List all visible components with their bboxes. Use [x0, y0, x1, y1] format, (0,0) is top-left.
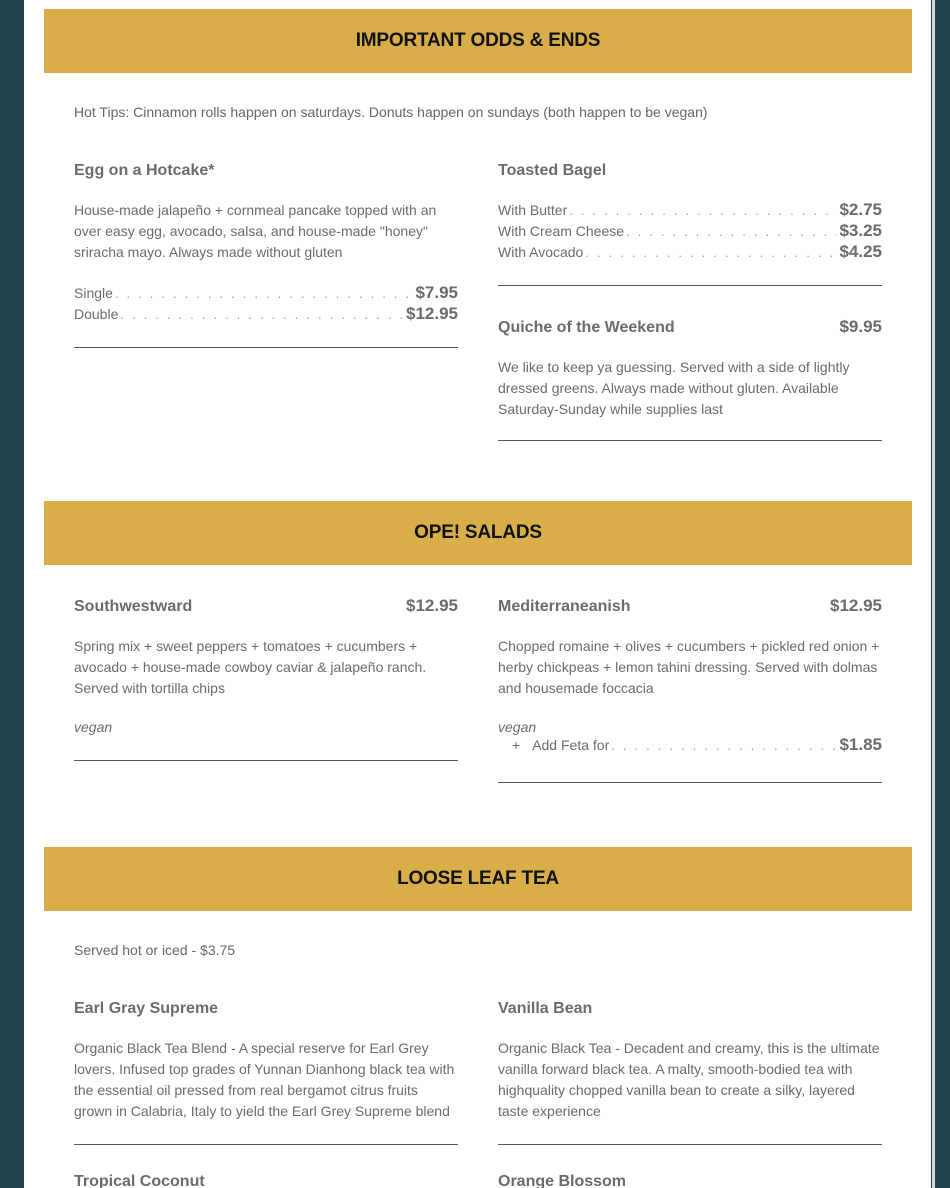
dot-leader	[611, 738, 837, 753]
option-price: $2.75	[839, 200, 882, 219]
price-options	[74, 283, 458, 325]
item-name: Egg on a Hotcake*	[74, 162, 215, 179]
menu-item-tropical-coconut	[74, 1173, 458, 1188]
item-name: Orange Blossom	[498, 1173, 627, 1188]
dot-leader	[626, 224, 837, 239]
item-name: Earl Gray Supreme	[74, 1000, 219, 1017]
menu-item-vanilla-bean	[498, 1000, 882, 1122]
divider	[74, 347, 458, 348]
price-option-row	[74, 304, 458, 325]
item-price: $9.95	[839, 317, 882, 336]
option-label: Double	[74, 306, 119, 322]
item-name: Mediterraneanish	[498, 598, 631, 615]
option-price: $7.95	[415, 283, 458, 302]
menu-item-egg-on-hotcake	[74, 162, 458, 325]
section-title: OPE! SALADS	[414, 522, 542, 543]
divider	[498, 285, 882, 286]
option-price: $12.95	[406, 304, 458, 323]
item-description: Organic Black Tea Blend - A special reserve for Earl Grey lovers. Infused top grades of Yunnan Dianhong black tea with the essential oil pressed from real bergamot citrus fruits grown in Calabria, Italy to yield the Earl Grey Supreme blend	[74, 1040, 455, 1119]
divider	[498, 1144, 882, 1145]
item-name: Vanilla Bean	[498, 1000, 593, 1017]
item-description: We like to keep ya guessing. Served with a side of lightly dressed greens. Always made without gluten. Available Saturday-Sunday while supplies last	[498, 359, 850, 417]
section-title: LOOSE LEAF TEA	[397, 868, 559, 889]
page-scrollbar[interactable]	[931, 0, 950, 1188]
section-header-salads	[44, 501, 912, 565]
addon-label: Add Feta for	[532, 737, 610, 753]
item-description: House-made jalapeño + cornmeal pancake topped with an over easy egg, avocado, salsa, and house-made "honey" sriracha mayo. Always made without gluten	[74, 202, 437, 260]
item-name: Southwestward	[74, 598, 193, 615]
item-name: Tropical Coconut	[74, 1173, 205, 1188]
tea-price-note: Served hot or iced - $3.75	[74, 942, 236, 958]
addon-price: $1.85	[839, 735, 882, 754]
menu-item-mediterraneanish	[498, 596, 882, 756]
divider	[74, 1144, 458, 1145]
section-title: IMPORTANT ODDS & ENDS	[355, 30, 601, 51]
dot-leader	[115, 286, 414, 301]
divider	[74, 760, 458, 761]
price-option-row	[74, 283, 458, 304]
dot-leader	[120, 307, 404, 322]
menu-item-orange-blossom	[498, 1173, 882, 1188]
plus-icon: +	[512, 737, 521, 753]
menu-item-toasted-bagel	[498, 162, 882, 263]
section-header-tea	[44, 847, 912, 911]
section-header-odds-ends	[44, 9, 912, 73]
menu-item-southwestward	[74, 596, 458, 735]
option-label: With Butter	[498, 202, 568, 218]
dot-leader	[569, 203, 837, 218]
option-label: With Avocado	[498, 244, 584, 260]
option-label: Single	[74, 285, 113, 301]
option-label: With Cream Cheese	[498, 223, 625, 239]
item-description: Organic Black Tea - Decadent and creamy, this is the ultimate vanilla forward black tea. A malty, smooth-bodied tea with highquality chopped vanilla bean to create a silky, layered taste experience	[498, 1040, 880, 1119]
item-price: $12.95	[406, 596, 458, 615]
divider	[498, 782, 882, 783]
item-description: Spring mix + sweet peppers + tomatoes + cucumbers + avocado + house-made cowboy caviar & jalapeño ranch. Served with tortilla chips	[74, 638, 427, 696]
item-name: Toasted Bagel	[498, 162, 607, 179]
hot-tips-note: Hot Tips: Cinnamon rolls happen on saturdays. Donuts happen on sundays (both happen to be vegan)	[74, 104, 708, 120]
price-option-row	[498, 242, 882, 263]
vegan-tag: vegan	[498, 719, 537, 735]
menu-page	[24, 0, 931, 1188]
menu-item-earl-gray	[74, 1000, 458, 1122]
price-option-row	[498, 200, 882, 221]
option-price: $3.25	[839, 221, 882, 240]
divider	[498, 440, 882, 441]
menu-item-quiche	[498, 317, 882, 420]
item-price: $12.95	[830, 596, 882, 615]
price-option-row	[498, 221, 882, 242]
dot-leader	[585, 245, 837, 260]
item-name: Quiche of the Weekend	[498, 319, 675, 336]
item-description: Chopped romaine + olives + cucumbers + pickled red onion + herby chickpeas + lemon tahini dressing. Served with dolmas and housemade foccacia	[498, 638, 880, 696]
option-price: $4.25	[839, 242, 882, 261]
price-options	[498, 200, 882, 263]
addon-feta-row	[498, 735, 882, 756]
vegan-tag: vegan	[74, 719, 113, 735]
